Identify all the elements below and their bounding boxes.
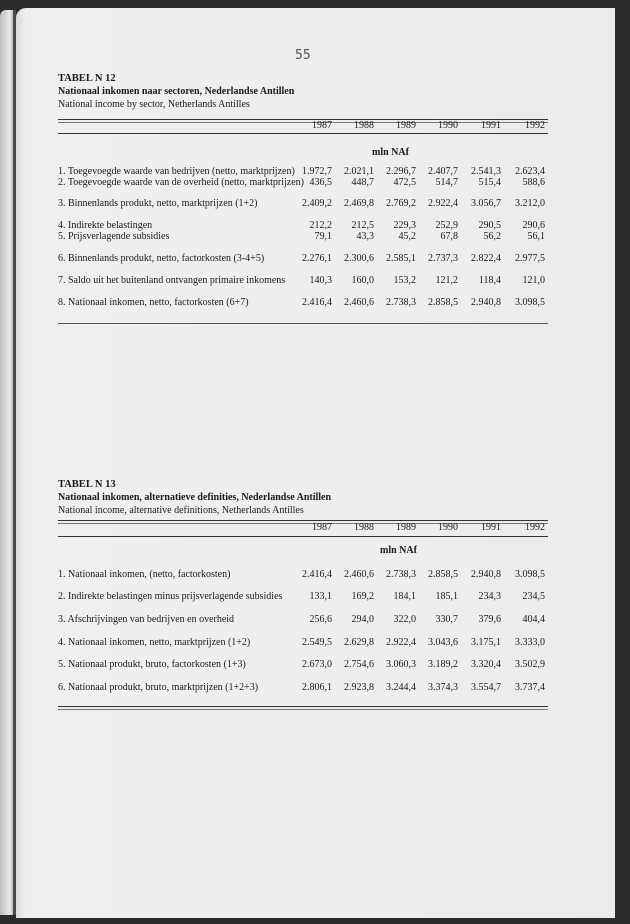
cell: 3.189,2: [428, 659, 458, 670]
table-row: [58, 253, 548, 266]
table-code: TABEL N 12: [58, 73, 116, 84]
year-header: 1990: [438, 522, 458, 533]
page-number: 55: [295, 48, 311, 63]
cell: 2.738,3: [386, 297, 416, 308]
cell: 153,2: [393, 275, 416, 286]
cell: 3.244,4: [386, 682, 416, 693]
year-header: 1989: [396, 522, 416, 533]
table-row: [58, 177, 548, 190]
year-header: 1987: [312, 120, 332, 131]
cell: 2.541,3: [471, 166, 501, 177]
year-header: 1989: [396, 120, 416, 131]
cell: 229,3: [393, 220, 416, 231]
cell: 330,7: [435, 614, 458, 625]
cell: 322,0: [393, 614, 416, 625]
year-header: 1988: [354, 120, 374, 131]
cell: 3.502,9: [515, 659, 545, 670]
cell: 290,5: [478, 220, 501, 231]
cell: 3.043,6: [428, 637, 458, 648]
cell: 436,5: [309, 177, 332, 188]
cell: 2.738,3: [386, 569, 416, 580]
year-header: 1991: [481, 522, 501, 533]
row-label: 2. Toegevoegde waarde van de overheid (netto, marktprijzen): [58, 177, 304, 188]
cell: 2.549,5: [302, 637, 332, 648]
cell: 185,1: [435, 591, 458, 602]
cell: 234,3: [478, 591, 501, 602]
table-row: [58, 682, 548, 695]
row-label: 6. Binnenlands produkt, netto, factorkosten (3-4+5): [58, 253, 265, 264]
cell: 212,5: [351, 220, 374, 231]
table-code: TABEL N 13: [58, 479, 116, 490]
table-row: [58, 275, 548, 288]
year-header: 1990: [438, 120, 458, 131]
cell: 2.407,7: [428, 166, 458, 177]
row-label: 3. Afschrijvingen van bedrijven en overheid: [58, 614, 235, 625]
row-label: 8. Nationaal inkomen, netto, factorkosten (6+7): [58, 297, 249, 308]
cell: 2.021,1: [344, 166, 374, 177]
table-row: [58, 591, 548, 604]
table-title-dutch: Nationaal inkomen naar sectoren, Nederlandse Antillen: [58, 86, 295, 97]
cell: 121,2: [435, 275, 458, 286]
cell: 2.673,0: [302, 659, 332, 670]
cell: 3.333,0: [515, 637, 545, 648]
cell: 252,9: [435, 220, 458, 231]
table-title-english: National income by sector, Netherlands Antilles: [58, 99, 250, 110]
cell: 56,1: [527, 231, 545, 242]
table-n13: [58, 478, 548, 718]
cell: 514,7: [435, 177, 458, 188]
cell: 121,0: [522, 275, 545, 286]
cell: 2.737,3: [428, 253, 458, 264]
cell: 379,6: [478, 614, 501, 625]
unit-label: mln NAf: [372, 147, 409, 158]
row-label: 6. Nationaal produkt, bruto, marktprijzen (1+2+3): [58, 682, 259, 693]
year-header-row: [58, 120, 548, 134]
table-bottom-rule: [58, 706, 548, 710]
table-title-dutch: Nationaal inkomen, alternatieve definities, Nederlandse Antillen: [58, 492, 332, 503]
cell: 2.922,4: [428, 198, 458, 209]
cell: 2.460,6: [344, 297, 374, 308]
cell: 2.858,5: [428, 569, 458, 580]
cell: 2.460,6: [344, 569, 374, 580]
cell: 2.300,6: [344, 253, 374, 264]
table-title-english: National income, alternative definitions, Netherlands Antilles: [58, 505, 304, 516]
cell: 3.212,0: [515, 198, 545, 209]
cell: 2.629,8: [344, 637, 374, 648]
year-header: 1991: [481, 120, 501, 131]
table-n12: [58, 72, 548, 332]
cell: 3.060,3: [386, 659, 416, 670]
cell: 184,1: [393, 591, 416, 602]
cell: 2.977,5: [515, 253, 545, 264]
cell: 2.940,8: [471, 569, 501, 580]
row-label: 5. Nationaal produkt, bruto, factorkosten (1+3): [58, 659, 246, 670]
cell: 3.056,7: [471, 198, 501, 209]
cell: 472,5: [393, 177, 416, 188]
cell: 3.098,5: [515, 569, 545, 580]
table-row: [58, 614, 548, 627]
cell: 79,1: [314, 231, 332, 242]
cell: 1.972,7: [302, 166, 332, 177]
cell: 2.296,7: [386, 166, 416, 177]
table-bottom-rule: [58, 323, 548, 324]
cell: 3.374,3: [428, 682, 458, 693]
cell: 2.276,1: [302, 253, 332, 264]
cell: 45,2: [398, 231, 416, 242]
cell: 3.098,5: [515, 297, 545, 308]
cell: 3.175,1: [471, 637, 501, 648]
cell: 2.623,4: [515, 166, 545, 177]
cell: 234,5: [522, 591, 545, 602]
cell: 56,2: [483, 231, 501, 242]
row-label: 5. Prijsverlagende subsidies: [58, 231, 170, 242]
cell: 2.923,8: [344, 682, 374, 693]
year-header: 1992: [525, 522, 545, 533]
unit-label: mln NAf: [380, 545, 417, 556]
row-label: 4. Indirekte belastingen: [58, 220, 153, 231]
cell: 169,2: [351, 591, 374, 602]
cell: 3.737,4: [515, 682, 545, 693]
header-bottom-rule: [58, 133, 548, 134]
cell: 2.769,2: [386, 198, 416, 209]
cell: 448,7: [351, 177, 374, 188]
cell: 118,4: [478, 275, 501, 286]
table-row: [58, 198, 548, 211]
row-label: 2. Indirekte belastingen minus prijsverlagende subsidies: [58, 591, 283, 602]
cell: 140,3: [309, 275, 332, 286]
table-row: [58, 231, 548, 244]
cell: 2.940,8: [471, 297, 501, 308]
row-label: 1. Toegevoegde waarde van bedrijven (netto, marktprijzen): [58, 166, 295, 177]
row-label: 4. Nationaal inkomen, netto, marktprijzen (1+2): [58, 637, 251, 648]
cell: 2.806,1: [302, 682, 332, 693]
cell: 3.554,7: [471, 682, 501, 693]
cell: 3.320,4: [471, 659, 501, 670]
cell: 2.822,4: [471, 253, 501, 264]
row-label: 7. Saldo uit het buitenland ontvangen primaire inkomens: [58, 275, 286, 286]
year-header: 1987: [312, 522, 332, 533]
cell: 212,2: [309, 220, 332, 231]
cell: 2.469,8: [344, 198, 374, 209]
year-header-row: [58, 522, 548, 536]
cell: 2.858,5: [428, 297, 458, 308]
cell: 67,8: [440, 231, 458, 242]
year-header: 1992: [525, 120, 545, 131]
cell: 290,6: [522, 220, 545, 231]
cell: 43,3: [356, 231, 374, 242]
cell: 2.922,4: [386, 637, 416, 648]
row-label: 3. Binnenlands produkt, netto, marktprijzen (1+2): [58, 198, 258, 209]
cell: 2.585,1: [386, 253, 416, 264]
table-row: [58, 637, 548, 650]
cell: 133,1: [309, 591, 332, 602]
cell: 2.409,2: [302, 198, 332, 209]
book-gutter: [13, 10, 16, 915]
cell: 2.416,4: [302, 569, 332, 580]
table-row: [58, 297, 548, 310]
cell: 515,4: [478, 177, 501, 188]
cell: 160,0: [351, 275, 374, 286]
cell: 294,0: [351, 614, 374, 625]
table-row: [58, 569, 548, 582]
table-row: [58, 659, 548, 672]
cell: 588,6: [522, 177, 545, 188]
row-label: 1. Nationaal inkomen, (netto, factorkosten): [58, 569, 231, 580]
header-bottom-rule: [58, 536, 548, 537]
cell: 2.754,6: [344, 659, 374, 670]
cell: 256,6: [309, 614, 332, 625]
cell: 2.416,4: [302, 297, 332, 308]
cell: 404,4: [522, 614, 545, 625]
year-header: 1988: [354, 522, 374, 533]
